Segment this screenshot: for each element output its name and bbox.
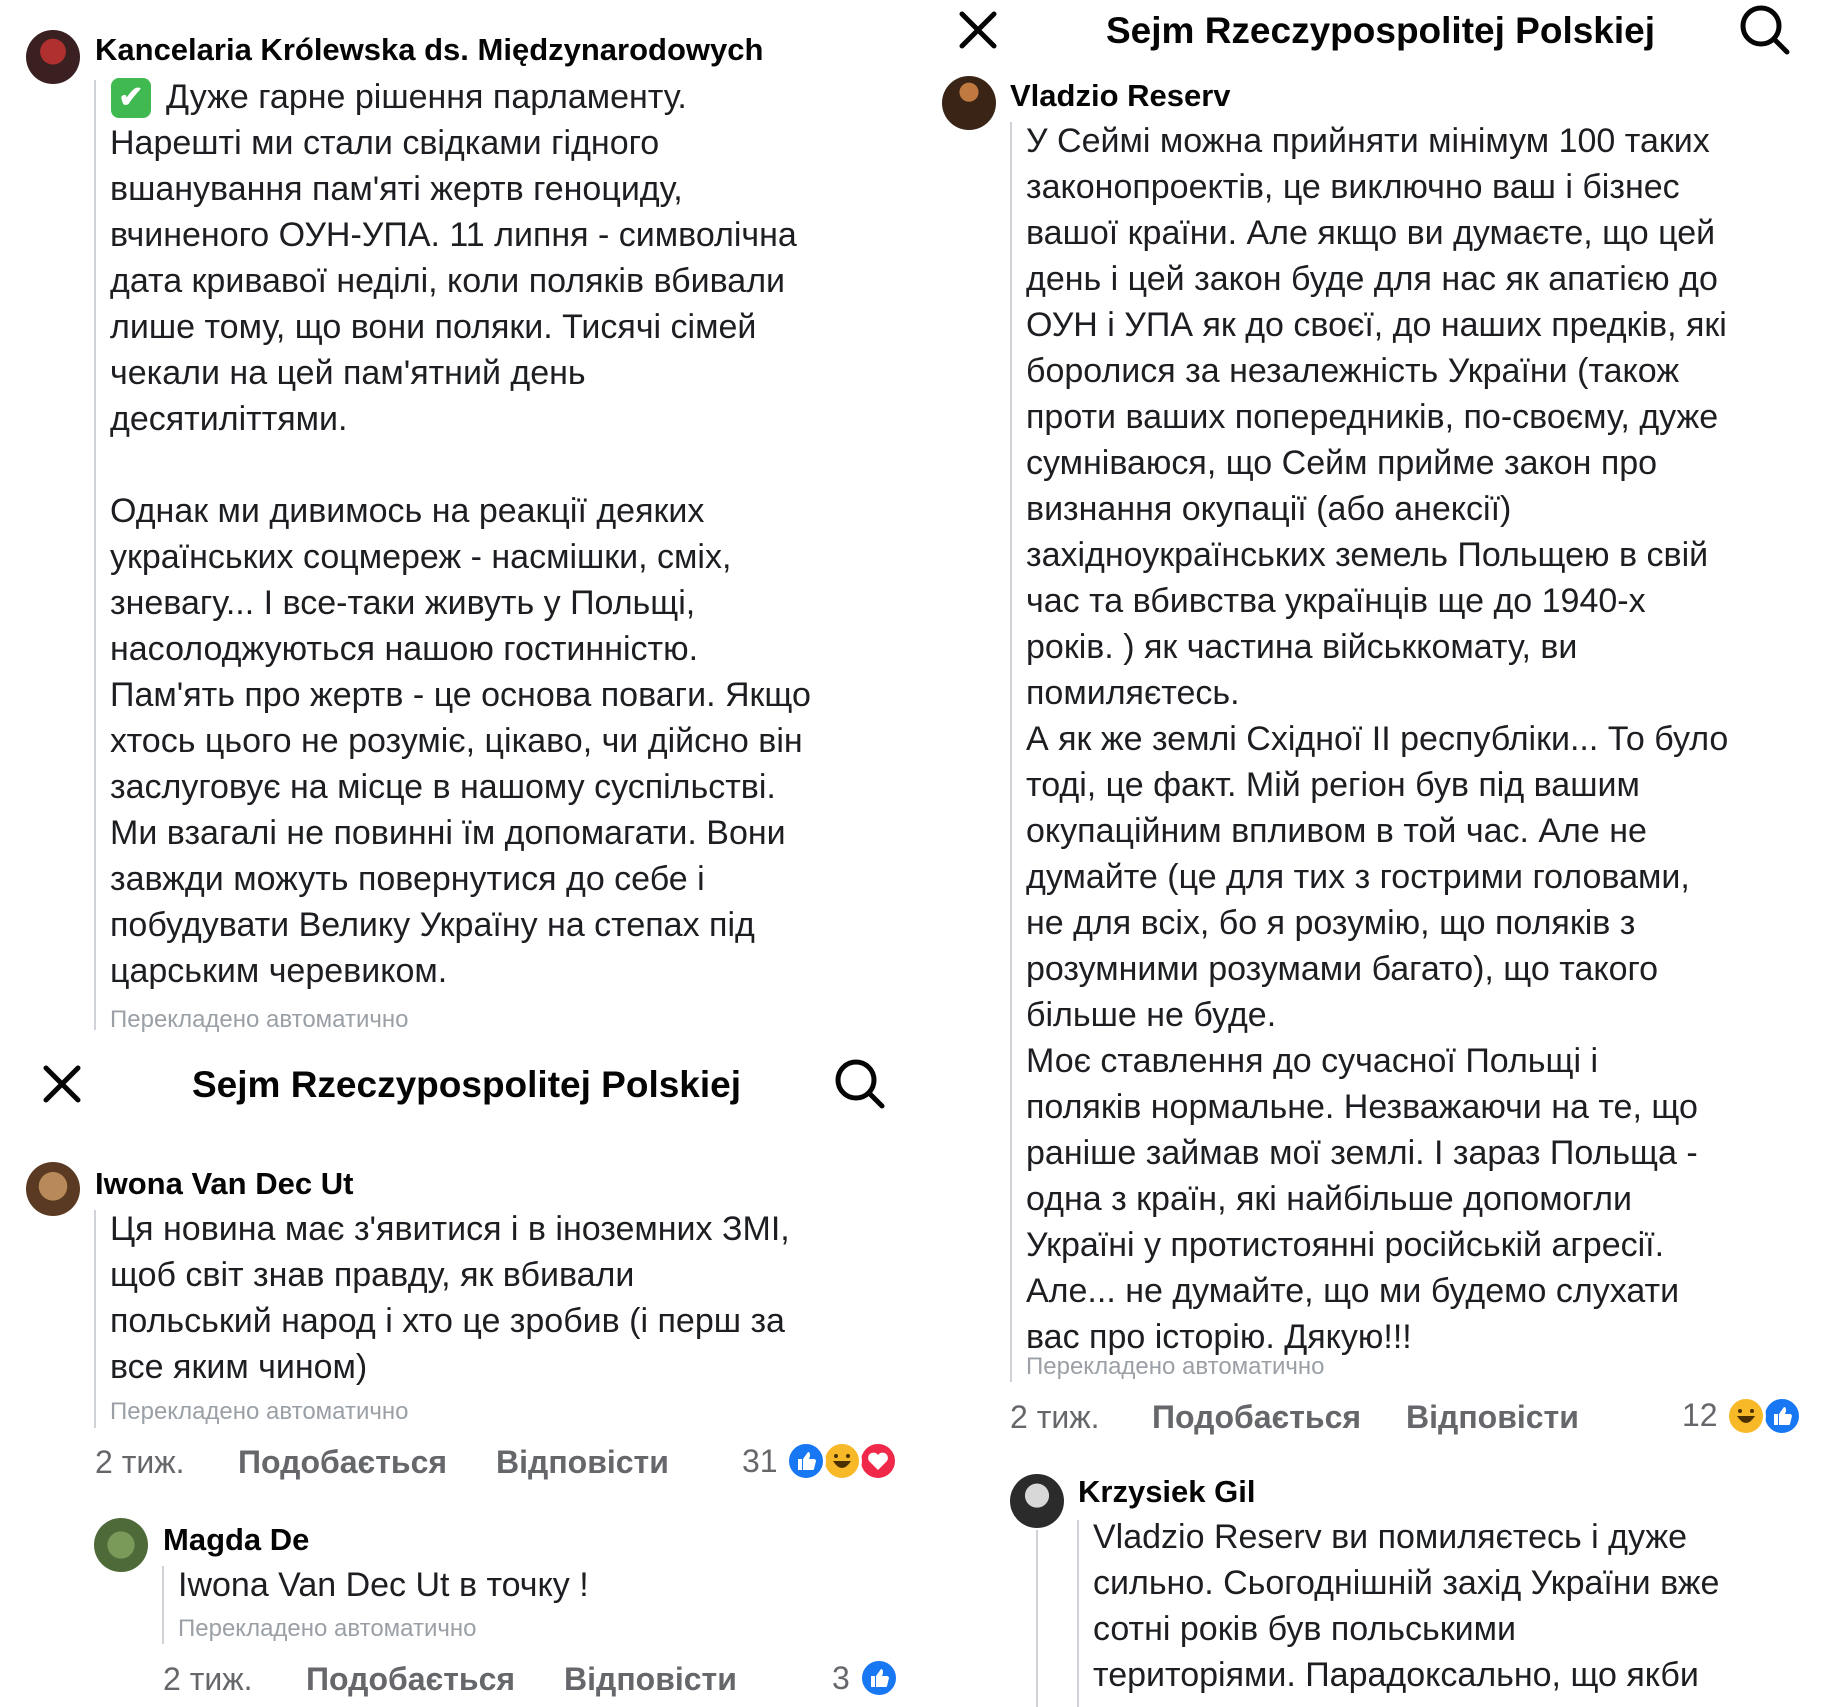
- comment-text: У Сеймі можна прийняти мінімум 100 таких законопроектів, це виключно ваш і бізнес вашої країни. Але якщо ви думаєте, що цей день і цей закон буде для нас як апатією до ОУН і УПА як до своєї, до наших предків, які боролися за незалежність України (також проти ваших попередників, по-своєму, дуже сумніваюся, що Сейм прийме закон про визнання окупації (або анексії) західноукраїнських земель Польщею в свій час та вбивства українців ще до 1940-х років. ) як частина військкомату, ви помиляєтесь. А як же землі Східної ІІ республіки... То було тоді, це факт. Мій регіон був під вашим окупаційним впливом в той час. Але не думайте (це для тих з гострими головами, не для всіх, бо я розумію, що поляків з розумними розумами багато), що такого більше не буде. Моє ставлення до сучасної Польщі і поляків нормальне. Незважаючи на те, що раніше займав мої землі. І зараз Польща - одна з країн, які найбільше допомогли Україні у протистоянні російській агресії. Але... не думайте, що ми будемо слухати вас про історію. Дякую!!!: [1026, 122, 1729, 1356]
- thread-line: [162, 1566, 164, 1644]
- author-name[interactable]: Magda De: [163, 1522, 310, 1557]
- close-icon[interactable]: [958, 10, 998, 50]
- translated-label[interactable]: Перекладено автоматично: [1026, 1353, 1325, 1380]
- post-text: Дуже гарне рішення парламенту. Нарешті ми стали свідками гідного вшанування пам'яті жертв геноциду, вчиненого ОУН-УПА. 11 липня - символічна дата кривавої неділі, коли поляків вбивали лише тому, що вони поляки. Тисячі сімей чекали на цей пам'ятний день десятиліттями. Однак ми дивимось на реакції деяких українських соцмереж - насмішки, сміх, зневагу... І все-таки живуть у Польщі, насолоджуються нашою гостинністю. Пам'ять про жертв - це основа поваги. Якщо хтось цього не розуміє, цікаво, чи дійсно він заслуговує на місце в нашому суспільстві. Ми взагалі не повинні їм допомагати. Вони завжди можуть повернутися до себе і побудувати Велику Україну на степах під царським черевиком.: [110, 78, 811, 990]
- like-button[interactable]: Подобається: [238, 1444, 448, 1480]
- comment-time: 2 тиж.: [163, 1661, 253, 1697]
- author-name[interactable]: Iwona Van Dec Ut: [95, 1166, 354, 1201]
- close-icon[interactable]: [42, 1064, 82, 1104]
- avatar-vladzio[interactable]: [942, 76, 996, 130]
- thread-line: [1010, 122, 1012, 1382]
- like-reaction-icon: [859, 1658, 899, 1698]
- like-reaction-icon: [1762, 1396, 1802, 1436]
- reply-button[interactable]: Відповісти: [496, 1444, 669, 1480]
- avatar-krzysiek[interactable]: [1010, 1474, 1064, 1528]
- avatar-magda[interactable]: [94, 1518, 148, 1572]
- search-icon[interactable]: [833, 1057, 887, 1111]
- reaction-count[interactable]: 3: [832, 1660, 850, 1696]
- love-reaction-icon: [858, 1441, 898, 1481]
- like-button[interactable]: Подобається: [1152, 1399, 1362, 1435]
- page-title: Sejm Rzeczypospolitej Polskiej: [1106, 10, 1656, 51]
- comment-text: Iwona Van Dec Ut в точку !: [178, 1566, 589, 1604]
- avatar-iwona[interactable]: [26, 1162, 80, 1216]
- page-title: Sejm Rzeczypospolitej Polskiej: [192, 1064, 742, 1105]
- thread-line: [94, 80, 96, 1030]
- search-icon[interactable]: [1738, 3, 1792, 57]
- author-name[interactable]: Vladzio Reserv: [1010, 78, 1231, 113]
- haha-reaction-icon: [822, 1441, 862, 1481]
- check-mark-icon: ✔: [111, 78, 151, 118]
- avatar-kancelaria[interactable]: [26, 30, 80, 84]
- author-name[interactable]: Kancelaria Królewska ds. Międzynarodowych: [95, 32, 764, 67]
- reaction-count[interactable]: 31: [742, 1443, 778, 1479]
- translated-label[interactable]: Перекладено автоматично: [178, 1615, 477, 1642]
- reaction-count[interactable]: 12: [1682, 1397, 1718, 1433]
- comment-text: Vladzio Reserv ви помиляєтесь і дуже сильно. Сьогоднішній захід України вже сотні років був польськими територіями. Парадоксально, що якби: [1093, 1518, 1720, 1694]
- author-name[interactable]: Krzysiek Gil: [1078, 1474, 1256, 1509]
- reply-button[interactable]: Відповісти: [1406, 1399, 1579, 1435]
- like-button[interactable]: Подобається: [306, 1661, 516, 1697]
- comment-text: Ця новина має з'явитися і в іноземних ЗМІ, щоб світ знав правду, як вбивали польський народ і хто це зробив (і перш за все яким чином): [110, 1210, 790, 1386]
- thread-line: [1036, 1530, 1038, 1707]
- like-reaction-icon: [786, 1441, 826, 1481]
- translated-label[interactable]: Перекладено автоматично: [110, 1006, 409, 1033]
- translated-label[interactable]: Перекладено автоматично: [110, 1398, 409, 1425]
- comment-time: 2 тиж.: [95, 1444, 185, 1480]
- haha-reaction-icon: [1726, 1396, 1766, 1436]
- thread-line: [1077, 1520, 1079, 1707]
- reply-button[interactable]: Відповісти: [564, 1661, 737, 1697]
- thread-line: [94, 1210, 96, 1428]
- comment-time: 2 тиж.: [1010, 1399, 1100, 1435]
